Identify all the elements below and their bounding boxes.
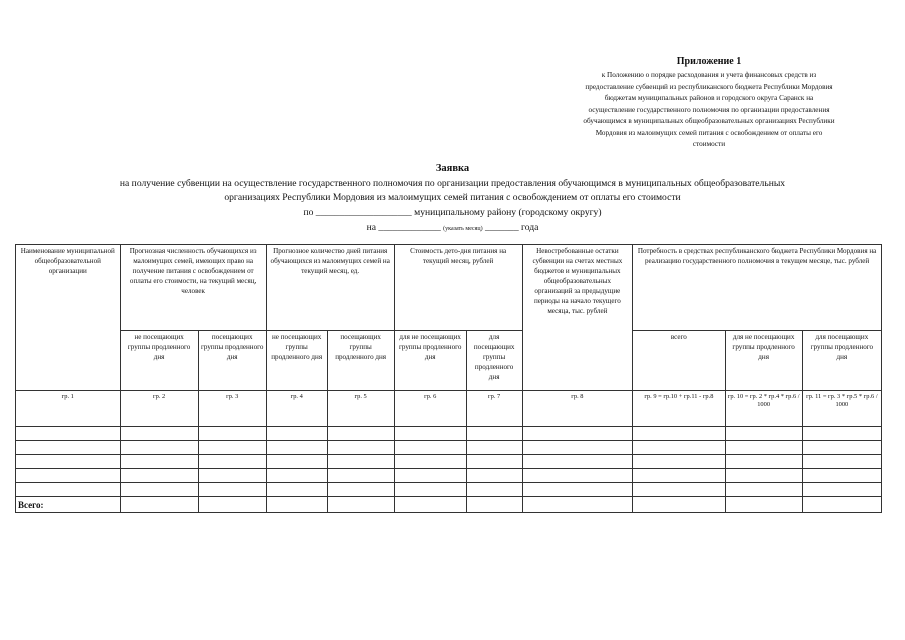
year-blank: _______ года (485, 222, 539, 233)
column-number: гр. 9 = гр.10 + гр.11 - гр.8 (633, 391, 725, 427)
month-blank: на _____________ (366, 222, 441, 233)
header-funding-need: Потребность в средствах республиканского бюджета Республики Мордовия на реализацию государственного полномочия в текущем месяце, тыс. рублей (633, 245, 882, 331)
table-row (16, 483, 882, 497)
subheader-for-not-attending: для не посещающих группы продленного дня (725, 331, 802, 391)
subheader-total: всего (633, 331, 725, 391)
request-line-3: по ____________________ муниципальному району (городскому округу) (303, 207, 602, 218)
month-note: (указать месяц) (443, 226, 483, 232)
table-row (16, 441, 882, 455)
subheader-attending: посещающих группы продленного дня (327, 331, 394, 391)
total-label: Всего: (16, 497, 121, 513)
header-student-count: Прогнозная численность обучающихся из малоимущих семей, имеющих право на получение питания с освобождением от оплаты его стоимости, на текущий месяц, человек (120, 245, 266, 331)
appendix-line: обучающимся в муниципальных общеобразовательных организациях Республики (583, 117, 835, 125)
column-number: гр. 1 (16, 391, 121, 427)
header-day-cost: Стоимость дето-дня питания на текущий месяц, рублей (394, 245, 522, 331)
subheader-for-attending: для посещающих группы продленного дня (802, 331, 881, 391)
appendix-line: бюджетам муниципальных районов и городского округа Саранск на (604, 94, 814, 102)
appendix-line: к Положению о порядке расходования и учета финансовых средств из (601, 71, 817, 79)
column-number: гр. 6 (394, 391, 466, 427)
request-line-4 (0, 222, 905, 233)
table-row (16, 455, 882, 469)
column-number: гр. 8 (522, 391, 633, 427)
appendix-line: стоимости (692, 140, 726, 148)
subheader-for-attending: для посещающих группы продленного дня (466, 331, 522, 391)
column-number: гр. 5 (327, 391, 394, 427)
appendix-block (528, 56, 890, 151)
appendix-line: предоставление субвенций из республиканского бюджета Республики Мордовия (585, 82, 833, 91)
column-number: гр. 2 (120, 391, 198, 427)
column-number: гр. 3 (198, 391, 266, 427)
request-table (15, 244, 882, 513)
request-line-2: организациях Республики Мордовия из малоимущих семей питания с освобождением от оплаты его стоимости (224, 192, 681, 203)
request-title: Заявка (435, 163, 470, 174)
request-line-1: на получение субвенции на осуществление государственного полномочия по организации предоставления обучающимся в муниципальных общеобразовательных (119, 178, 786, 189)
appendix-line: осуществление государственного полномочия по организации предоставления (588, 105, 830, 114)
column-number: гр. 7 (466, 391, 522, 427)
subheader-attending: посещающих группы продленного дня (198, 331, 266, 391)
table-row (16, 469, 882, 483)
total-row (16, 497, 882, 513)
appendix-heading: Приложение 1 (676, 56, 742, 67)
subheader-not-attending: не посещающих группы продленного дня (266, 331, 327, 391)
column-number: гр. 4 (266, 391, 327, 427)
column-number: гр. 10 = гр. 2 * гр.4 * гр.6 / 1000 (725, 391, 802, 427)
column-number: гр. 11 = гр. 3 * гр.5 * гр.6 / 1000 (802, 391, 881, 427)
subheader-not-attending: не посещающих группы продленного дня (120, 331, 198, 391)
table-row (16, 427, 882, 441)
header-unused-balance: Невостребованные остатки субвенции на счетах местных бюджетов и муниципальных общеобразовательных организаций за предыдущие периоды на начало текущего месяца, тыс. рублей (522, 245, 633, 391)
header-org-name: Наименование муниципальной общеобразовательной организации (16, 245, 121, 391)
subheader-for-not-attending: для не посещающих группы продленного дня (394, 331, 466, 391)
appendix-line: Мордовия из малоимущих семей питания с освобождением от оплаты его (595, 128, 823, 137)
header-meal-days: Прогнозное количество дней питания обучающихся из малоимущих семей на текущий месяц, ед. (266, 245, 394, 331)
